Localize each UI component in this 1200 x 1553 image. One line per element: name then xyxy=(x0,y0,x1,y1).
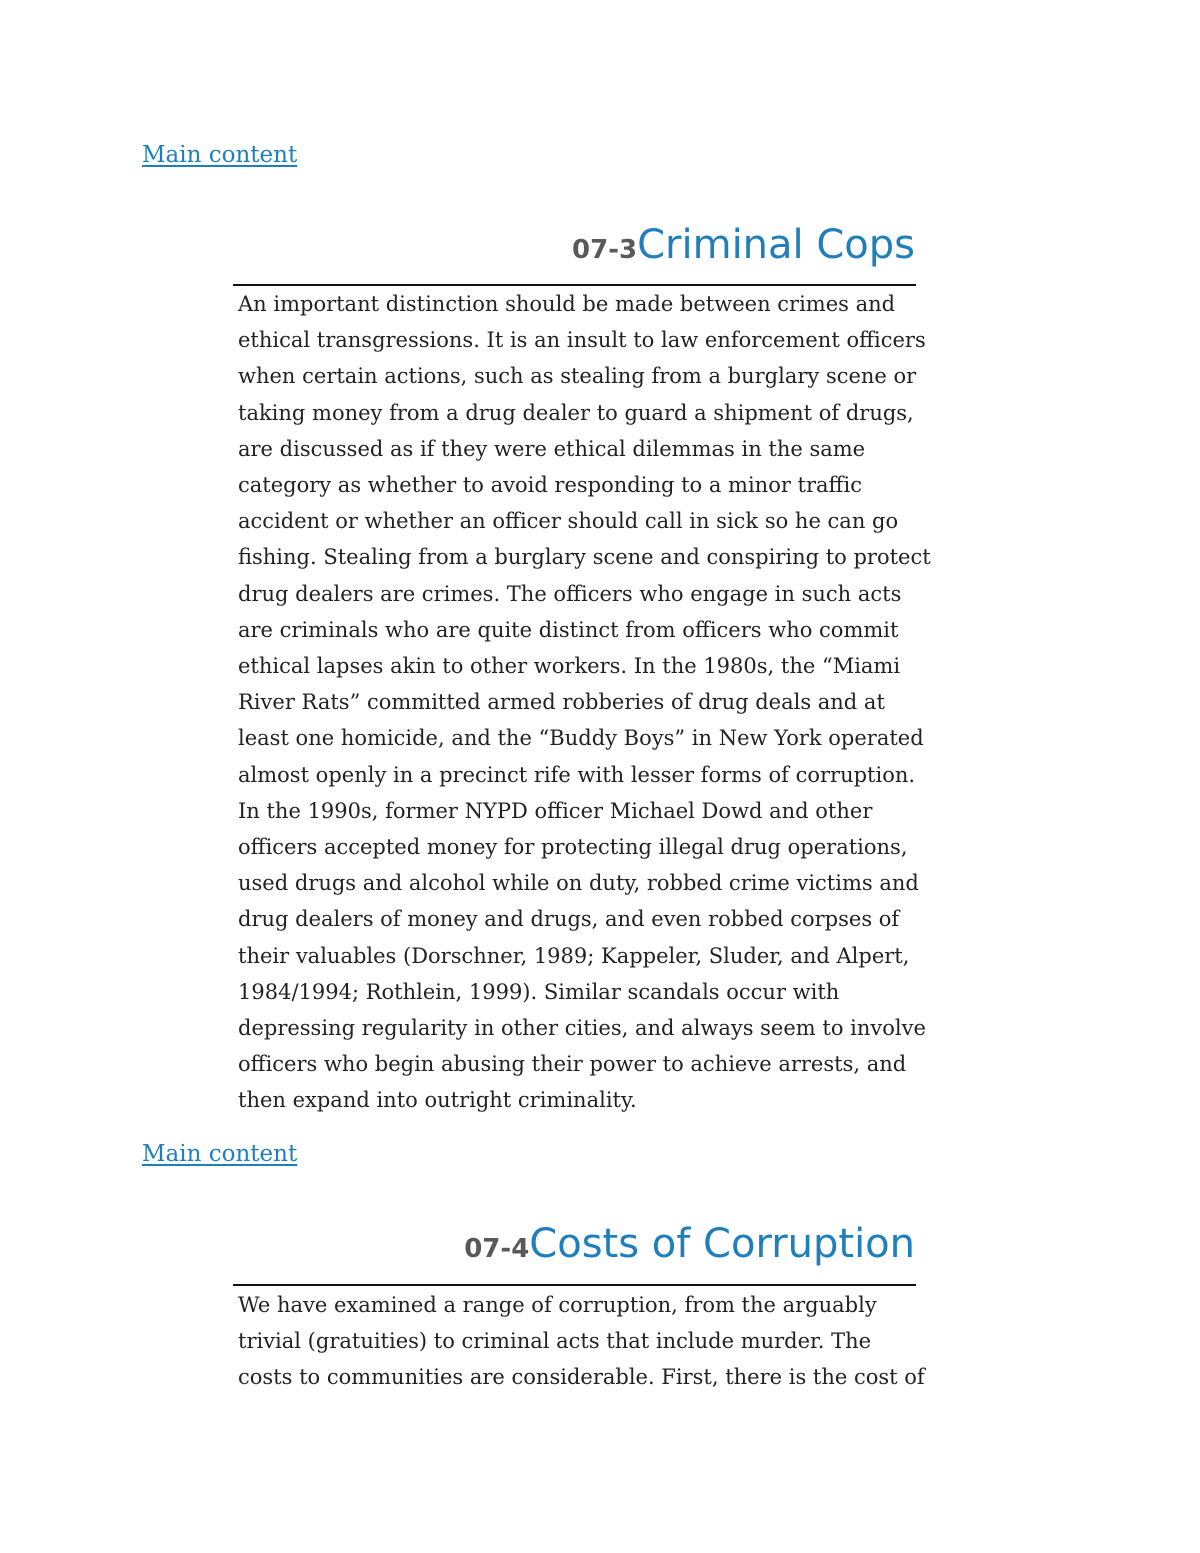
body-line: almost openly in a precinct rife with lesser forms of corruption. xyxy=(238,762,916,787)
section-title: Criminal Cops xyxy=(637,222,915,268)
body-line: drug dealers are crimes. The officers who engage in such acts xyxy=(238,581,902,606)
body-line: when certain actions, such as stealing from a burglary scene or xyxy=(238,364,917,389)
main-content-link[interactable]: Main content xyxy=(142,142,298,168)
body-line: least one homicide, and the “Buddy Boys” in New York operated xyxy=(238,726,924,751)
body-line: drug dealers of money and drugs, and even robbed corpses of xyxy=(238,907,900,932)
section-title: Costs of Corruption xyxy=(529,1221,915,1267)
body-line: accident or whether an officer should call in sick so he can go xyxy=(238,509,899,534)
section-body-costs-of-corruption xyxy=(238,1287,978,1396)
body-line: then expand into outright criminality. xyxy=(238,1088,637,1113)
body-line: are criminals who are quite distinct from officers who commit xyxy=(238,617,899,642)
body-line: costs to communities are considerable. First, there is the cost of xyxy=(238,1365,925,1390)
section-heading-criminal-cops xyxy=(233,222,915,268)
section-body-criminal-cops xyxy=(238,286,978,1119)
heading-rule xyxy=(233,1284,916,1286)
body-line: fishing. Stealing from a burglary scene and conspiring to protect xyxy=(238,545,931,570)
body-line: their valuables (Dorschner, 1989; Kappeler, Sluder, and Alpert, xyxy=(238,943,910,968)
body-line: trivial (gratuities) to criminal acts that include murder. The xyxy=(238,1329,872,1354)
body-line: officers who begin abusing their power to achieve arrests, and xyxy=(238,1052,907,1077)
body-line: depressing regularity in other cities, and always seem to involve xyxy=(238,1016,926,1041)
section-heading-costs-of-corruption xyxy=(233,1221,915,1267)
body-line: River Rats” committed armed robberies of drug deals and at xyxy=(238,690,885,715)
body-line: used drugs and alcohol while on duty, robbed crime victims and xyxy=(238,871,919,896)
body-line: are discussed as if they were ethical dilemmas in the same xyxy=(238,436,866,461)
section-number: 07-4 xyxy=(464,1234,530,1264)
body-line: officers accepted money for protecting illegal drug operations, xyxy=(238,835,908,860)
body-line: ethical lapses akin to other workers. In the 1980s, the “Miami xyxy=(238,654,901,679)
body-line: 1984/1994; Rothlein, 1999). Similar scandals occur with xyxy=(238,979,840,1004)
body-line: In the 1990s, former NYPD officer Michael Dowd and other xyxy=(238,798,873,823)
section-number: 07-3 xyxy=(572,235,638,265)
body-line: category as whether to avoid responding to a minor traffic xyxy=(238,473,862,498)
body-line: An important distinction should be made between crimes and xyxy=(238,292,896,316)
body-line: We have examined a range of corruption, from the arguably xyxy=(238,1293,877,1317)
body-line: ethical transgressions. It is an insult to law enforcement officers xyxy=(238,328,926,353)
body-line: taking money from a drug dealer to guard a shipment of drugs, xyxy=(238,400,914,425)
main-content-link[interactable]: Main content xyxy=(142,1141,298,1167)
